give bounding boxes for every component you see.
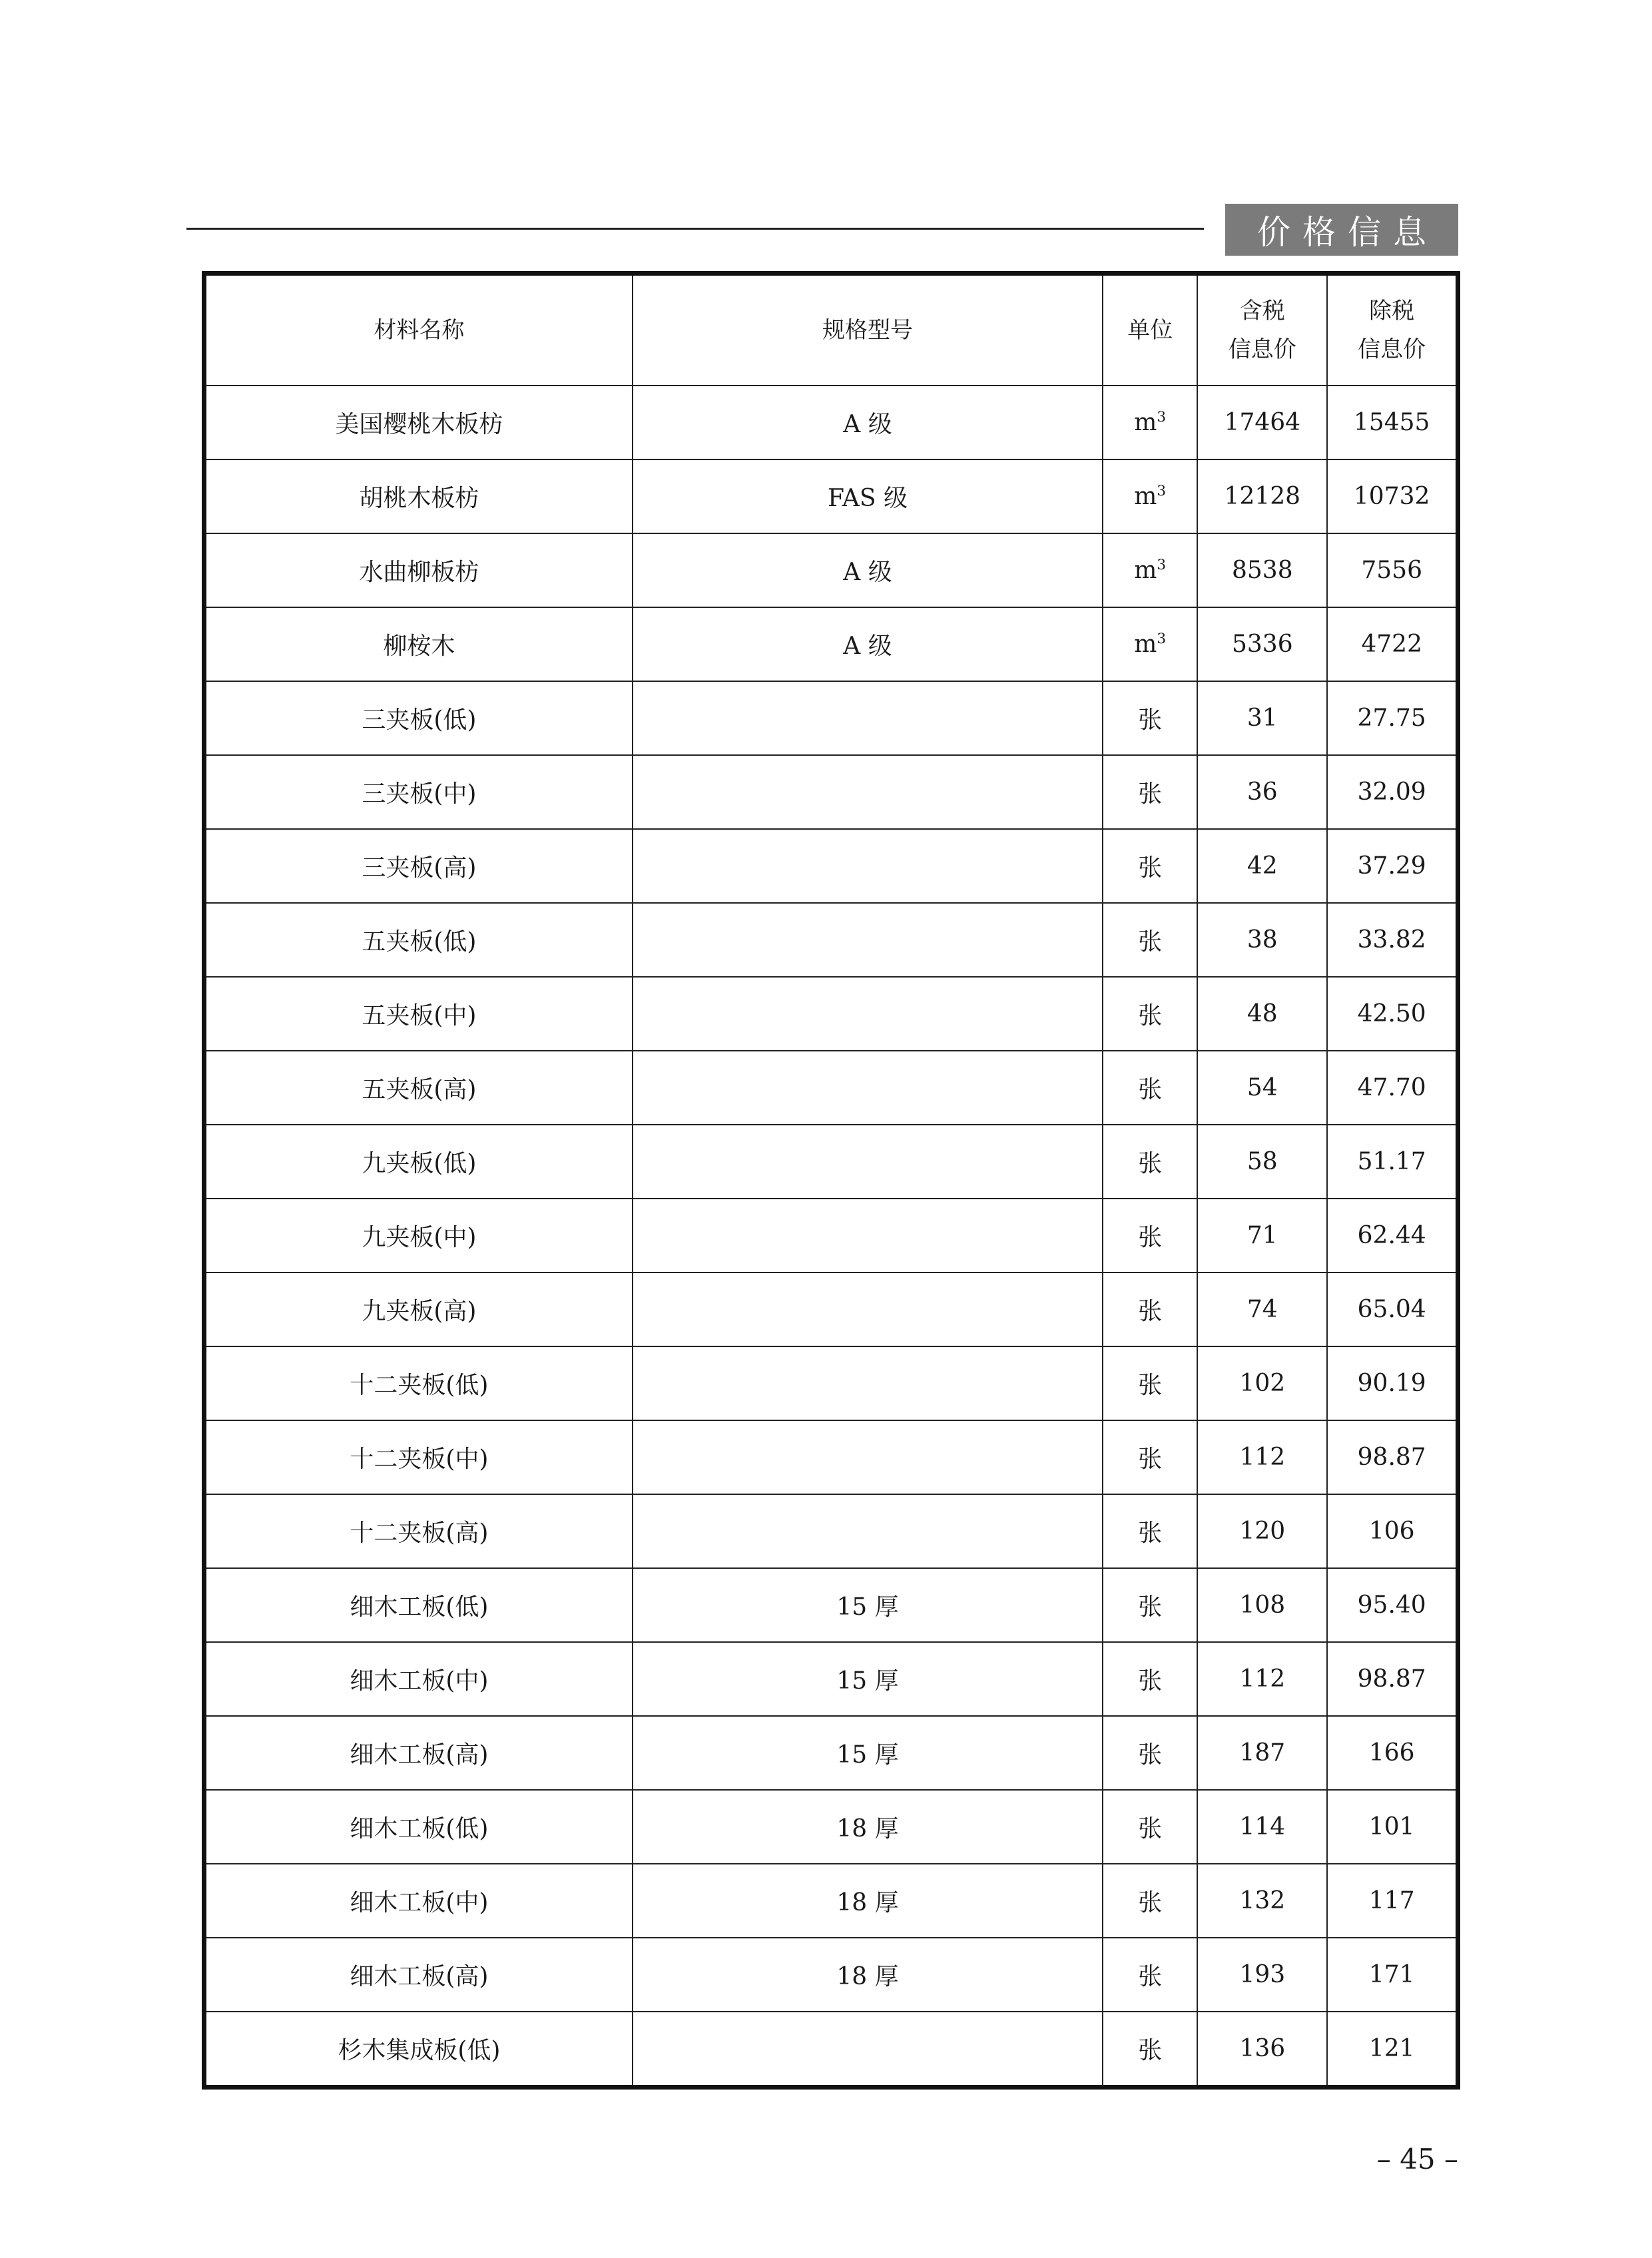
tax-price-cell: 54: [1197, 1051, 1327, 1125]
unit-superscript: 3: [1157, 409, 1167, 425]
notax-price-cell: 171: [1327, 1938, 1458, 2012]
material-name-cell: 胡桃木板枋: [204, 459, 633, 533]
table-row: [204, 607, 1458, 681]
spec-cell: [633, 1346, 1103, 1420]
unit-cell: [1103, 386, 1197, 459]
table-row: [204, 1346, 1458, 1420]
notax-price-cell: 7556: [1327, 533, 1458, 607]
unit-text: 张: [1138, 1593, 1163, 1621]
unit-cell: [1103, 1642, 1197, 1716]
unit-text: 张: [1138, 1446, 1163, 1473]
page-number: – 45 –: [1376, 2143, 1458, 2175]
material-name-cell: 美国樱桃木板枋: [204, 386, 633, 459]
material-name-cell: 九夹板(高): [204, 1272, 633, 1346]
spec-cell: 18 厚: [633, 1938, 1103, 2012]
tax-price-cell: 193: [1197, 1938, 1327, 2012]
unit-cell: [1103, 607, 1197, 681]
spec-cell: [633, 903, 1103, 977]
tax-price-cell: 114: [1197, 1790, 1327, 1864]
table-row: [204, 829, 1458, 903]
spec-cell: [633, 2012, 1103, 2088]
material-name-cell: 细木工板(中): [204, 1864, 633, 1938]
notax-price-cell: 62.44: [1327, 1199, 1458, 1272]
unit-cell: [1103, 1864, 1197, 1938]
notax-price-cell: 27.75: [1327, 681, 1458, 755]
unit-text: 张: [1138, 2037, 1163, 2064]
column-header-notax-line2: 信息价: [1358, 336, 1426, 363]
column-header-tax-price: [1197, 274, 1327, 386]
unit-text: 张: [1138, 1667, 1163, 1695]
material-name-cell: 三夹板(低): [204, 681, 633, 755]
spec-cell: [633, 1420, 1103, 1494]
table-row: [204, 1568, 1458, 1642]
unit-cell: [1103, 1568, 1197, 1642]
material-name-cell: 九夹板(低): [204, 1125, 633, 1199]
notax-price-cell: 117: [1327, 1864, 1458, 1938]
table-row: [204, 1864, 1458, 1938]
notax-price-cell: 101: [1327, 1790, 1458, 1864]
tax-price-cell: 42: [1197, 829, 1327, 903]
notax-price-cell: 32.09: [1327, 755, 1458, 829]
unit-cell: [1103, 1346, 1197, 1420]
tax-price-cell: 17464: [1197, 386, 1327, 459]
unit-text: m: [1134, 409, 1157, 436]
tax-price-cell: 112: [1197, 1642, 1327, 1716]
material-name-cell: 五夹板(中): [204, 977, 633, 1051]
notax-price-cell: 106: [1327, 1494, 1458, 1568]
tax-price-cell: 36: [1197, 755, 1327, 829]
tax-price-cell: 108: [1197, 1568, 1327, 1642]
unit-text: m: [1134, 483, 1157, 510]
table-body: [204, 386, 1458, 2088]
material-name-cell: 十二夹板(中): [204, 1420, 633, 1494]
tax-price-cell: 71: [1197, 1199, 1327, 1272]
spec-cell: A 级: [633, 386, 1103, 459]
notax-price-cell: 4722: [1327, 607, 1458, 681]
tax-price-cell: 38: [1197, 903, 1327, 977]
unit-text: 张: [1138, 1520, 1163, 1547]
spec-cell: [633, 1199, 1103, 1272]
unit-cell: [1103, 533, 1197, 607]
tax-price-cell: 5336: [1197, 607, 1327, 681]
tax-price-cell: 74: [1197, 1272, 1327, 1346]
spec-cell: [633, 681, 1103, 755]
spec-cell: [633, 829, 1103, 903]
notax-price-cell: 33.82: [1327, 903, 1458, 977]
table-row: [204, 1051, 1458, 1125]
tax-price-cell: 12128: [1197, 459, 1327, 533]
unit-text: 张: [1138, 1150, 1163, 1177]
column-header-tax-line2: 信息价: [1228, 336, 1296, 363]
tax-price-cell: 8538: [1197, 533, 1327, 607]
material-name-cell: 细木工板(高): [204, 1938, 633, 2012]
column-header-name: 材料名称: [204, 274, 633, 386]
material-name-cell: 五夹板(低): [204, 903, 633, 977]
table-row: [204, 903, 1458, 977]
unit-cell: [1103, 1051, 1197, 1125]
notax-price-cell: 166: [1327, 1716, 1458, 1790]
table-row: [204, 1420, 1458, 1494]
unit-cell: [1103, 681, 1197, 755]
notax-price-cell: 90.19: [1327, 1346, 1458, 1420]
material-name-cell: 细木工板(低): [204, 1568, 633, 1642]
notax-price-cell: 51.17: [1327, 1125, 1458, 1199]
unit-cell: [1103, 2012, 1197, 2088]
unit-superscript: 3: [1157, 557, 1167, 573]
spec-cell: [633, 755, 1103, 829]
spec-cell: A 级: [633, 607, 1103, 681]
material-name-cell: 水曲柳板枋: [204, 533, 633, 607]
tax-price-cell: 31: [1197, 681, 1327, 755]
material-name-cell: 十二夹板(低): [204, 1346, 633, 1420]
spec-cell: [633, 1125, 1103, 1199]
notax-price-cell: 42.50: [1327, 977, 1458, 1051]
unit-cell: [1103, 1199, 1197, 1272]
notax-price-cell: 95.40: [1327, 1568, 1458, 1642]
table-row: [204, 1494, 1458, 1568]
table-row: [204, 386, 1458, 459]
spec-cell: A 级: [633, 533, 1103, 607]
unit-text: 张: [1138, 1298, 1163, 1325]
unit-text: 张: [1138, 780, 1163, 808]
table-row: [204, 1125, 1458, 1199]
tax-price-cell: 112: [1197, 1420, 1327, 1494]
material-name-cell: 五夹板(高): [204, 1051, 633, 1125]
unit-text: 张: [1138, 1224, 1163, 1251]
unit-cell: [1103, 977, 1197, 1051]
header-rule: [186, 228, 1204, 230]
unit-cell: [1103, 1125, 1197, 1199]
tax-price-cell: 102: [1197, 1346, 1327, 1420]
material-name-cell: 十二夹板(高): [204, 1494, 633, 1568]
spec-cell: 15 厚: [633, 1568, 1103, 1642]
spec-cell: 15 厚: [633, 1642, 1103, 1716]
price-table: [202, 271, 1460, 2090]
material-name-cell: 三夹板(中): [204, 755, 633, 829]
column-header-notax-line1: 除税: [1369, 298, 1415, 324]
tax-price-cell: 132: [1197, 1864, 1327, 1938]
unit-superscript: 3: [1157, 483, 1167, 499]
material-name-cell: 细木工板(中): [204, 1642, 633, 1716]
table-row: [204, 681, 1458, 755]
table-row: [204, 533, 1458, 607]
section-title-tab: 价格信息: [1225, 204, 1458, 256]
spec-cell: 18 厚: [633, 1864, 1103, 1938]
unit-text: 张: [1138, 1372, 1163, 1399]
material-name-cell: 杉木集成板(低): [204, 2012, 633, 2088]
notax-price-cell: 15455: [1327, 386, 1458, 459]
column-header-notax-price: [1327, 274, 1458, 386]
notax-price-cell: 10732: [1327, 459, 1458, 533]
table-row: [204, 1716, 1458, 1790]
unit-text: m: [1134, 557, 1157, 584]
table-row: [204, 1790, 1458, 1864]
spec-cell: [633, 1494, 1103, 1568]
spec-cell: [633, 977, 1103, 1051]
unit-superscript: 3: [1157, 631, 1167, 647]
tax-price-cell: 120: [1197, 1494, 1327, 1568]
notax-price-cell: 98.87: [1327, 1642, 1458, 1716]
unit-cell: [1103, 755, 1197, 829]
tax-price-cell: 58: [1197, 1125, 1327, 1199]
notax-price-cell: 121: [1327, 2012, 1458, 2088]
material-name-cell: 九夹板(中): [204, 1199, 633, 1272]
table-row: [204, 1938, 1458, 2012]
tax-price-cell: 48: [1197, 977, 1327, 1051]
unit-cell: [1103, 1938, 1197, 2012]
unit-text: 张: [1138, 706, 1163, 734]
unit-text: 张: [1138, 1002, 1163, 1029]
notax-price-cell: 65.04: [1327, 1272, 1458, 1346]
material-name-cell: 细木工板(低): [204, 1790, 633, 1864]
column-header-unit: 单位: [1103, 274, 1197, 386]
unit-text: 张: [1138, 1815, 1163, 1842]
unit-cell: [1103, 1494, 1197, 1568]
notax-price-cell: 47.70: [1327, 1051, 1458, 1125]
column-header-spec: 规格型号: [633, 274, 1103, 386]
notax-price-cell: 37.29: [1327, 829, 1458, 903]
table-row: [204, 755, 1458, 829]
table-row: [204, 1642, 1458, 1716]
unit-text: m: [1134, 631, 1157, 658]
unit-cell: [1103, 829, 1197, 903]
unit-text: 张: [1138, 1889, 1163, 1916]
tax-price-cell: 136: [1197, 2012, 1327, 2088]
unit-cell: [1103, 1272, 1197, 1346]
unit-text: 张: [1138, 928, 1163, 956]
table-row: [204, 2012, 1458, 2088]
table-row: [204, 977, 1458, 1051]
spec-cell: FAS 级: [633, 459, 1103, 533]
spec-cell: 15 厚: [633, 1716, 1103, 1790]
unit-cell: [1103, 1716, 1197, 1790]
table-row: [204, 1272, 1458, 1346]
material-name-cell: 三夹板(高): [204, 829, 633, 903]
unit-text: 张: [1138, 854, 1163, 882]
spec-cell: 18 厚: [633, 1790, 1103, 1864]
material-name-cell: 柳桉木: [204, 607, 633, 681]
unit-cell: [1103, 1790, 1197, 1864]
unit-text: 张: [1138, 1963, 1163, 1990]
column-header-tax-line1: 含税: [1239, 298, 1285, 324]
table-row: [204, 459, 1458, 533]
unit-cell: [1103, 459, 1197, 533]
spec-cell: [633, 1051, 1103, 1125]
unit-cell: [1103, 1420, 1197, 1494]
notax-price-cell: 98.87: [1327, 1420, 1458, 1494]
spec-cell: [633, 1272, 1103, 1346]
unit-text: 张: [1138, 1741, 1163, 1769]
table-header-row: [204, 274, 1458, 386]
unit-text: 张: [1138, 1076, 1163, 1103]
material-name-cell: 细木工板(高): [204, 1716, 633, 1790]
tax-price-cell: 187: [1197, 1716, 1327, 1790]
table-row: [204, 1199, 1458, 1272]
unit-cell: [1103, 903, 1197, 977]
